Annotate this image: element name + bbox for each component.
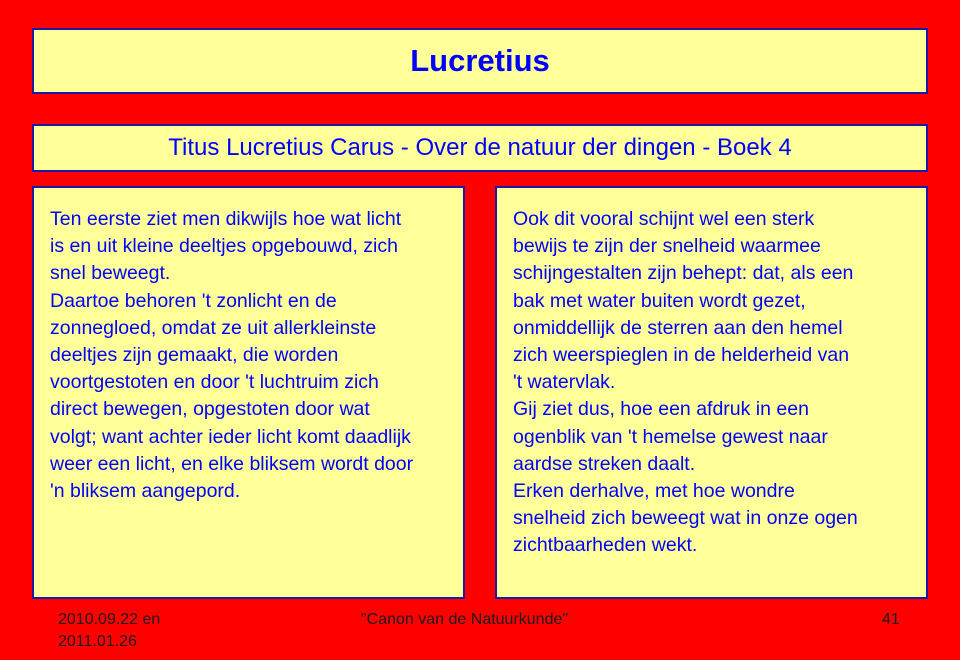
right-text-line: Ook dit vooral schijnt wel een sterk (513, 208, 815, 230)
right-text-line: zich weerspieglen in de helderheid van (513, 344, 850, 367)
left-text-line: Daartoe behoren 't zonlicht en de (50, 289, 337, 312)
left-text-box (32, 186, 465, 599)
left-text-line: weer een licht, en elke bliksem wordt door (50, 452, 414, 475)
right-text-line: 't watervlak. (513, 371, 616, 394)
left-text-line: Ten eerste ziet men dikwijls hoe wat licht (50, 208, 402, 230)
right-text-line: Gij ziet dus, hoe een afdruk in een (513, 398, 809, 421)
subtitle-box (32, 124, 928, 172)
right-text-line: zichtbaarheden wekt. (513, 534, 698, 557)
footer-date (58, 609, 160, 653)
right-text-line: ogenblik van 't hemelse gewest naar (513, 425, 828, 448)
right-text-line: bak met water buiten wordt gezet, (513, 289, 806, 312)
left-text-line: volgt; want achter ieder licht komt daadlijk (50, 425, 411, 448)
left-text-line: is en uit kleine deeltjes opgebouwd, zich (50, 235, 398, 258)
left-text-line: snel beweegt. (50, 262, 171, 285)
page-number: 41 (882, 611, 900, 628)
right-text-line: bewijs te zijn der snelheid waarmee (513, 235, 821, 258)
left-text-line: voortgestoten en door 't luchtruim zich (50, 371, 379, 394)
slide-title: Lucretius (410, 43, 550, 78)
left-text-line: deeltjes zijn gemaakt, die worden (50, 344, 339, 367)
left-text-line: zonnegloed, omdat ze uit allerkleinste (50, 316, 377, 339)
footer-title: "Canon van de Natuurkunde" (361, 611, 569, 628)
title-box (32, 28, 928, 94)
left-text-line: direct bewegen, opgestoten door wat (50, 398, 370, 421)
right-text-line: onmiddellijk de sterren aan den hemel (513, 316, 843, 339)
right-text-line: snelheid zich beweegt wat in onze ogen (513, 507, 858, 530)
right-text-line: Erken derhalve, met hoe wondre (513, 480, 795, 503)
right-text-line: aardse streken daalt. (513, 452, 696, 475)
left-text-line: 'n bliksem aangepord. (50, 480, 241, 503)
footer-date-line: 2010.09.22 en (58, 611, 161, 628)
right-text-line: schijngestalten zijn behept: dat, als een (513, 262, 854, 285)
slide-subtitle: Titus Lucretius Carus - Over de natuur der dingen - Boek 4 (168, 134, 792, 161)
footer-date-line: 2011.01.26 (58, 633, 137, 650)
right-text-box (495, 186, 928, 599)
